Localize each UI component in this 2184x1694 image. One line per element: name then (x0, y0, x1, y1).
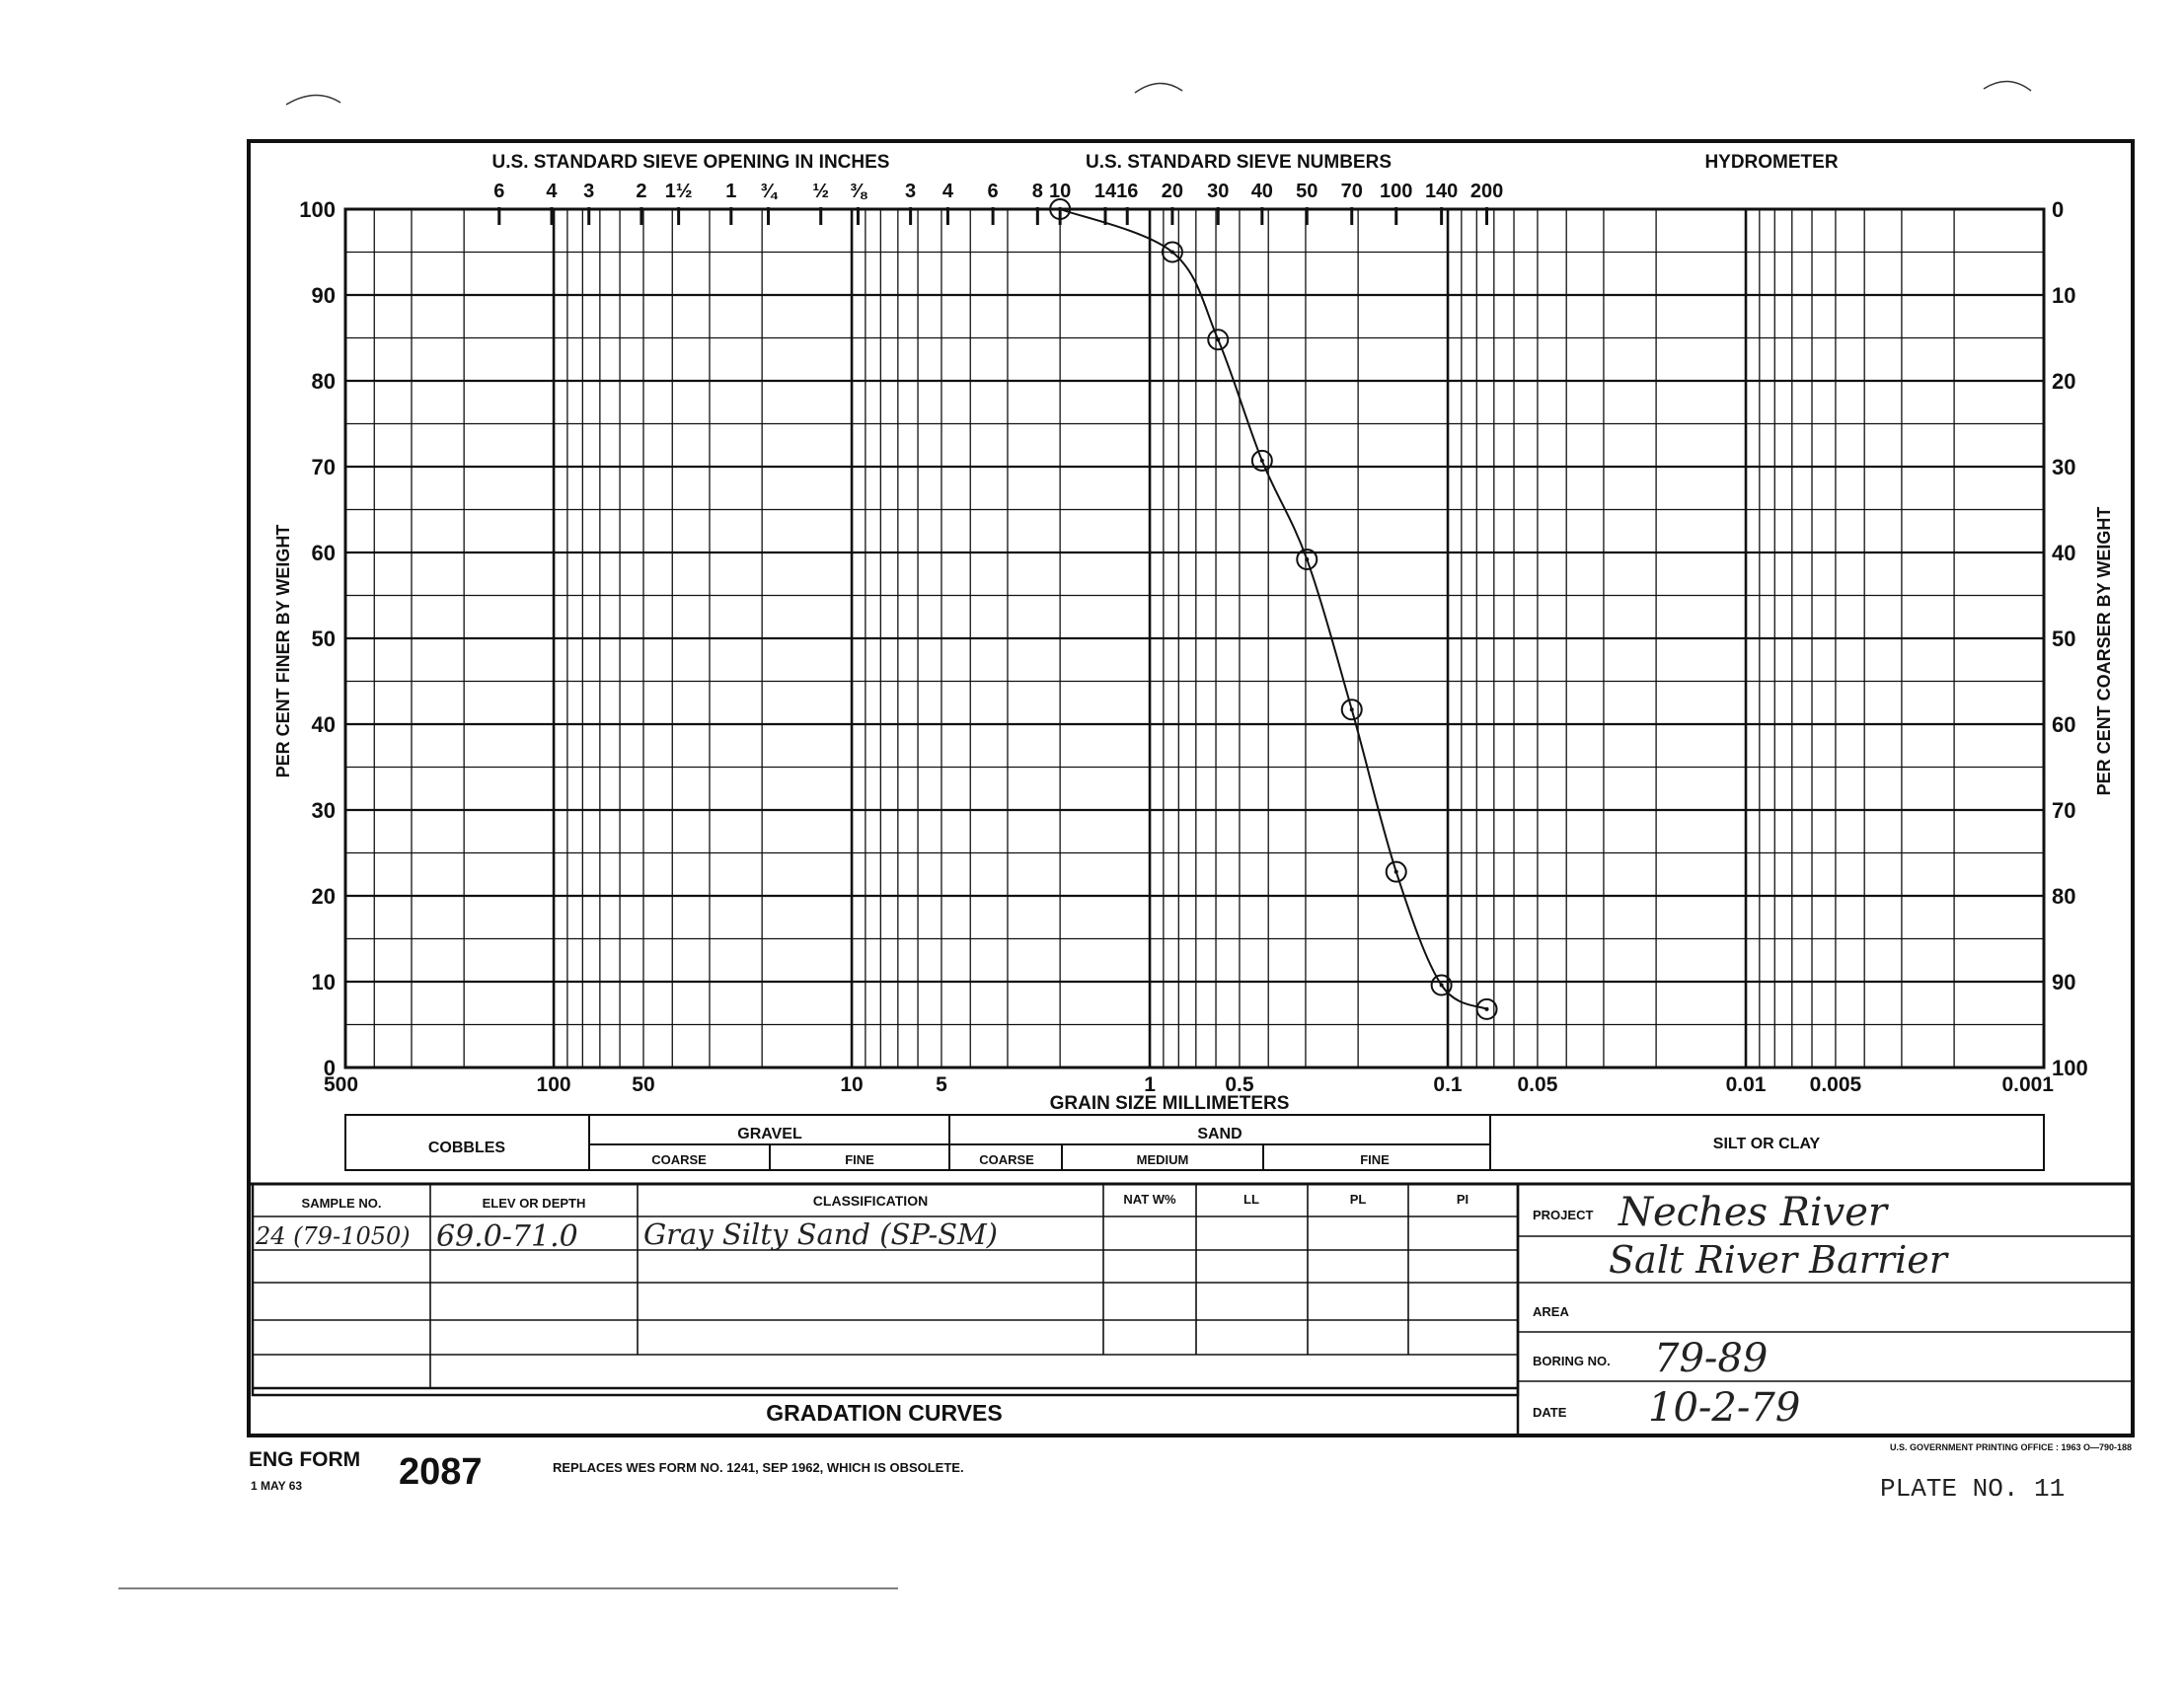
y-tick-label-left: 100 (299, 197, 336, 222)
x-tick-label: 50 (632, 1073, 655, 1096)
replaces-note: REPLACES WES FORM NO. 1241, SEP 1962, WHICH IS OBSOLETE. (553, 1460, 964, 1475)
sieve-opening-title: U.S. STANDARD SIEVE OPENING IN INCHES (491, 152, 890, 173)
y-axis-title-right: PER CENT COARSER BY WEIGHT (2094, 506, 2114, 796)
y-tick-label-left: 60 (311, 541, 336, 565)
sieve-label: 140 (1424, 181, 1459, 202)
gravel-label: GRAVEL (737, 1126, 802, 1142)
plate-number: PLATE NO. 11 (1880, 1474, 2066, 1504)
sieve-label: 4 (941, 181, 953, 202)
hydrometer-title: HYDROMETER (1704, 152, 1839, 173)
sieve-numbers-title: U.S. STANDARD SIEVE NUMBERS (1085, 152, 1393, 173)
x-tick-label: 0.01 (1725, 1073, 1767, 1096)
boring-value: 79-89 (1654, 1336, 1769, 1381)
col-classification: CLASSIFICATION (812, 1193, 929, 1209)
gradation-curves-title: GRADATION CURVES (766, 1400, 1003, 1426)
data-point-center (1485, 1007, 1489, 1011)
y-tick-label-right: 0 (2052, 197, 2065, 222)
project-line2: Salt River Barrier (1609, 1238, 1947, 1282)
boring-label: BORING NO. (1533, 1354, 1611, 1368)
y-tick-label-left: 0 (323, 1056, 336, 1080)
sieve-label: 100 (1380, 181, 1413, 202)
cell-elev-depth: 69.0-71.0 (436, 1219, 578, 1254)
y-tick-label-left: 90 (311, 283, 336, 308)
cell-sample-no: 24 (79-1050) (256, 1222, 411, 1250)
x-tick-label: 0.1 (1433, 1073, 1463, 1096)
y-tick-label-right: 20 (2052, 369, 2076, 394)
data-point-center (1260, 459, 1264, 463)
y-tick-label-right: 50 (2052, 626, 2076, 651)
gpo-note: U.S. GOVERNMENT PRINTING OFFICE : 1963 O—790-188 (1889, 1442, 2132, 1452)
col-nat-w: NAT W% (1123, 1192, 1176, 1207)
data-point-center (1170, 251, 1174, 255)
y-axis-title-left: PER CENT FINER BY WEIGHT (273, 524, 293, 778)
date-value: 10-2-79 (1648, 1385, 1801, 1431)
x-tick-label: 1 (1144, 1073, 1156, 1096)
data-point-center (1058, 207, 1062, 211)
sand-coarse-label: COARSE (979, 1152, 1034, 1167)
sieve-label: 3 (905, 181, 917, 202)
plot-grid (345, 209, 2044, 1068)
sieve-label: 6 (987, 181, 999, 202)
x-axis-title: GRAIN SIZE MILLIMETERS (1049, 1093, 1290, 1114)
col-pl: PL (1349, 1192, 1367, 1207)
sieve-label: ⅜ (850, 181, 866, 202)
sieve-label: 200 (1469, 181, 1504, 202)
eng-form-label: ENG FORM (249, 1448, 361, 1471)
data-point-center (1305, 557, 1309, 561)
project-label: PROJECT (1533, 1208, 1594, 1222)
sand-fine-label: FINE (1360, 1152, 1390, 1167)
area-label: AREA (1533, 1304, 1569, 1319)
cobbles-label: COBBLES (427, 1140, 506, 1156)
sieve-labels (493, 181, 1503, 225)
x-tick-label: 10 (840, 1073, 864, 1096)
y-tick-label-right: 80 (2052, 884, 2076, 909)
sieve-label: 1 (725, 181, 737, 202)
y-tick-label-right: 90 (2052, 970, 2076, 994)
sieve-label: 14 (1093, 181, 1117, 202)
sieve-label: 4 (546, 181, 558, 202)
y-tick-label-left: 30 (311, 798, 336, 823)
cell-classification: Gray Silty Sand (SP-SM) (643, 1217, 998, 1251)
gravel-fine-label: FINE (845, 1152, 874, 1167)
y-tick-label-right: 40 (2052, 541, 2076, 565)
silt-clay-label: SILT OR CLAY (1712, 1136, 1821, 1152)
y-tick-label-right: 30 (2052, 455, 2076, 479)
y-tick-label-right: 60 (2052, 712, 2076, 737)
sieve-label: ½ (812, 181, 830, 202)
sieve-label: 20 (1161, 181, 1184, 202)
y-tick-label-right: 100 (2052, 1056, 2088, 1080)
sand-medium-label: MEDIUM (1136, 1152, 1189, 1167)
form-number: 2087 (399, 1451, 483, 1493)
y-tick-label-left: 20 (311, 884, 336, 909)
y-tick-label-left: 40 (311, 712, 336, 737)
x-tick-label: 500 (324, 1073, 359, 1096)
sand-label: SAND (1197, 1126, 1243, 1142)
sieve-label: 3 (583, 181, 595, 202)
gravel-coarse-label: COARSE (651, 1152, 707, 1167)
x-tick-label: 0.5 (1225, 1073, 1254, 1096)
sieve-label: 2 (636, 181, 647, 202)
sieve-label: 1½ (664, 181, 693, 202)
series-line (1060, 209, 1486, 1009)
sieve-label: 16 (1116, 181, 1139, 202)
data-point-center (1394, 870, 1398, 874)
date-label: DATE (1533, 1405, 1567, 1420)
sieve-label: 10 (1049, 181, 1072, 202)
project-line1: Neches River (1619, 1190, 1888, 1235)
sieve-label: 40 (1250, 181, 1273, 202)
x-tick-label: 0.001 (2001, 1073, 2054, 1096)
col-pi: PI (1456, 1192, 1469, 1207)
y-tick-label-right: 70 (2052, 798, 2076, 823)
x-tick-label: 5 (936, 1073, 947, 1096)
col-elev-depth: ELEV OR DEPTH (482, 1196, 586, 1211)
y-tick-label-right: 10 (2052, 283, 2076, 308)
data-point-center (1350, 707, 1354, 711)
col-ll: LL (1243, 1192, 1259, 1207)
sieve-label: 50 (1296, 181, 1318, 202)
y-tick-label-left: 10 (311, 970, 336, 994)
y-tick-label-left: 80 (311, 369, 336, 394)
data-point-center (1216, 337, 1220, 341)
x-tick-label: 0.05 (1517, 1073, 1558, 1096)
col-sample-no: SAMPLE NO. (301, 1196, 382, 1211)
x-tick-label: 0.005 (1809, 1073, 1862, 1096)
sieve-label: 6 (493, 181, 505, 202)
sieve-label: 30 (1207, 181, 1230, 202)
form-date: 1 MAY 63 (251, 1479, 303, 1493)
data-point-center (1440, 983, 1444, 987)
sieve-label: 8 (1031, 181, 1043, 202)
sieve-label: ¾ (760, 181, 777, 202)
sieve-label: 70 (1340, 181, 1363, 202)
y-tick-label-left: 70 (311, 455, 336, 479)
y-tick-label-left: 50 (311, 626, 336, 651)
x-tick-label: 100 (536, 1073, 571, 1096)
